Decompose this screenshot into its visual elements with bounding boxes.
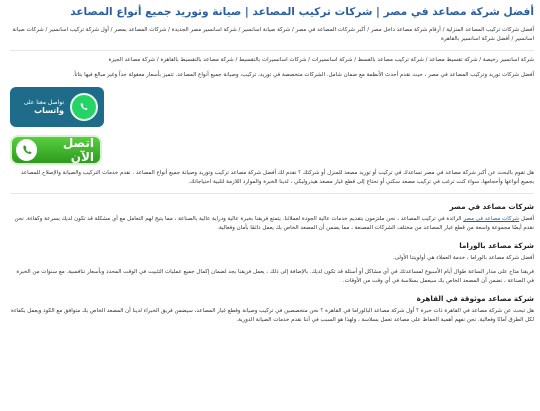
cta-block (10, 87, 534, 165)
intro-links-2 (10, 56, 534, 65)
section-2-paragraph-2: فريقنا متاح على مدار الساعة طوال أيام الأسبوع لمساعدتك في أي مشاكل أو أسئلة قد تكون لديك. بالإضافة إلى ذلك ، يعمل فريقنا بجد لضمان إكمال جميع عمليات التثبيت في الوقت المحدد وبأسعار تنافسية. مع سنوات من الخبرة في الصناعة ، نضمن أن المصعد الخاص بك سيعمل بسلاسة في أي وقت من الأوقات. (16, 269, 534, 285)
intro-links-1 (10, 26, 534, 44)
page-title: أفضل شركة مصاعد في مصر | شركات تركيب المصاعد | صيانة وتوريد جميع أنواع المصاعد (70, 6, 534, 18)
section-1-heading: شركات مصاعد في مصر (449, 202, 534, 212)
intro-links-2-text[interactable]: شركة اسانسير رخيصة / شركة تقسيط مصاعد / شركة تركيب مصاعد بالقسط / شركة اسانسيرات / شركات اسانسيرات بالتقسيط / شركة مصاعد بالتقسيط بالقاهرة / شركة مصاعد الجيزة (108, 56, 534, 63)
section-3-heading: شركة مصاعد موثوقة في القاهرة (416, 294, 534, 303)
section-1-link[interactable]: شركات مصاعد في مصر (463, 216, 520, 223)
section-2-heading: شركة مصاعد بالوراما (459, 240, 534, 250)
body-question: هل تقوم بالبحث عن أكبر شركة مصاعد في مصر تساعدك في تركيب أو توريد مصعد للمنزل أو شركتك ؟ نقدم لك أفضل شركة مصاعد تركيب وتوريد وصيانة جميع أنواع المصاعد . نقدم خدمات التركيب والصيانة والإصلاح للمصاعد بجميع أنواعها وأحجامها، سواء كنت ترغب في تركيب مصعد سكني أو تحتاج إلى قطع غيار مصعد هيدروليكي ، لدينا الخبرة والموارد اللازمة لتلبية احتياجاتك. (21, 170, 534, 186)
section-2-paragraph-1: أفضل شركة مصاعد بالوراما ، خدمة العملاء هي أولويتنا الأولى. (392, 254, 534, 261)
whatsapp-label-line1: تواصل معنا على (23, 99, 64, 107)
whatsapp-icon (70, 93, 98, 121)
whatsapp-button[interactable] (10, 87, 104, 127)
section-1-after-link: الرائدة في تركيب المصاعد ، نحن ملتزمون بتقديم خدمات عالية الجودة لعملائنا. يتمتع فريقنا بخبرة عالية ودراية عالية بالصناعة ، مما يتيح لهم التعامل مع أي مشكلة قد تكون لديك بسرعة وكفاءة. نحن نقدم أيضًا مجموعة واسعة من قطع غيار المصاعد من مختلف الشركات المصنعة ، مما يضمن أن المصعد الخاص بك يعمل دائمًا بأمان وفعالية. (14, 216, 534, 231)
call-now-label: اتصل الآن (62, 136, 94, 165)
intro-paragraph: أفضل شركات توريد وتركيب المصاعد في مصر ، حيث نقدم أحدث الأنظمة مع ضمان شامل. الشركات متخصصة في توريد، تركيب، وصيانة جميع أنواع المصاعد. تتميز بأسعار معقولة جداً وغير مبالغ فيها بتاتاً. (72, 71, 534, 78)
intro-links-1-text[interactable]: أفضل شركات تركيب المصاعد المنزلية / أرقام شركة مصاعد داخل مصر / أكبر شركات المصاعد في مصر / شركة صيانة اسانسير / شركة اسانسير مصر الجديدة / شركات المصاعد بمصر / أول شركة تركيب اسانسير / شركات صيانة اسانسير / أفضل شركة اسانسير بالقاهرة (12, 27, 534, 43)
divider (10, 193, 534, 194)
whatsapp-label-line2: واتساب (34, 106, 64, 116)
call-now-button[interactable] (10, 135, 102, 165)
section-1-paragraph (10, 215, 534, 233)
divider (10, 50, 534, 51)
section-3-paragraph-1: هل تبحث عن شركة مصاعد في القاهرة ذات خبرة ؟ أول شركة مصاعد البالوراما في القاهرة ؟ نحن متخصصين في تركيب وصيانة وقطع غيار المصاعد، سيضمن فريق الخبراء لدينا أن المصعد الخاص بك متوافق مع الكود ويعمل بكفاءة لكل الطرق آمانًا وفعالية. نحن نفهم أهمية الحفاظ على مصاعد تعمل بسلاسة ، ولهذا هو السبب في أننا نقدم خدمات الصيانة الدورية. (10, 308, 534, 323)
section-1-before-link: أفضل (519, 216, 534, 223)
phone-icon (16, 139, 37, 161)
article-page (0, 6, 540, 411)
whatsapp-label (24, 99, 64, 116)
